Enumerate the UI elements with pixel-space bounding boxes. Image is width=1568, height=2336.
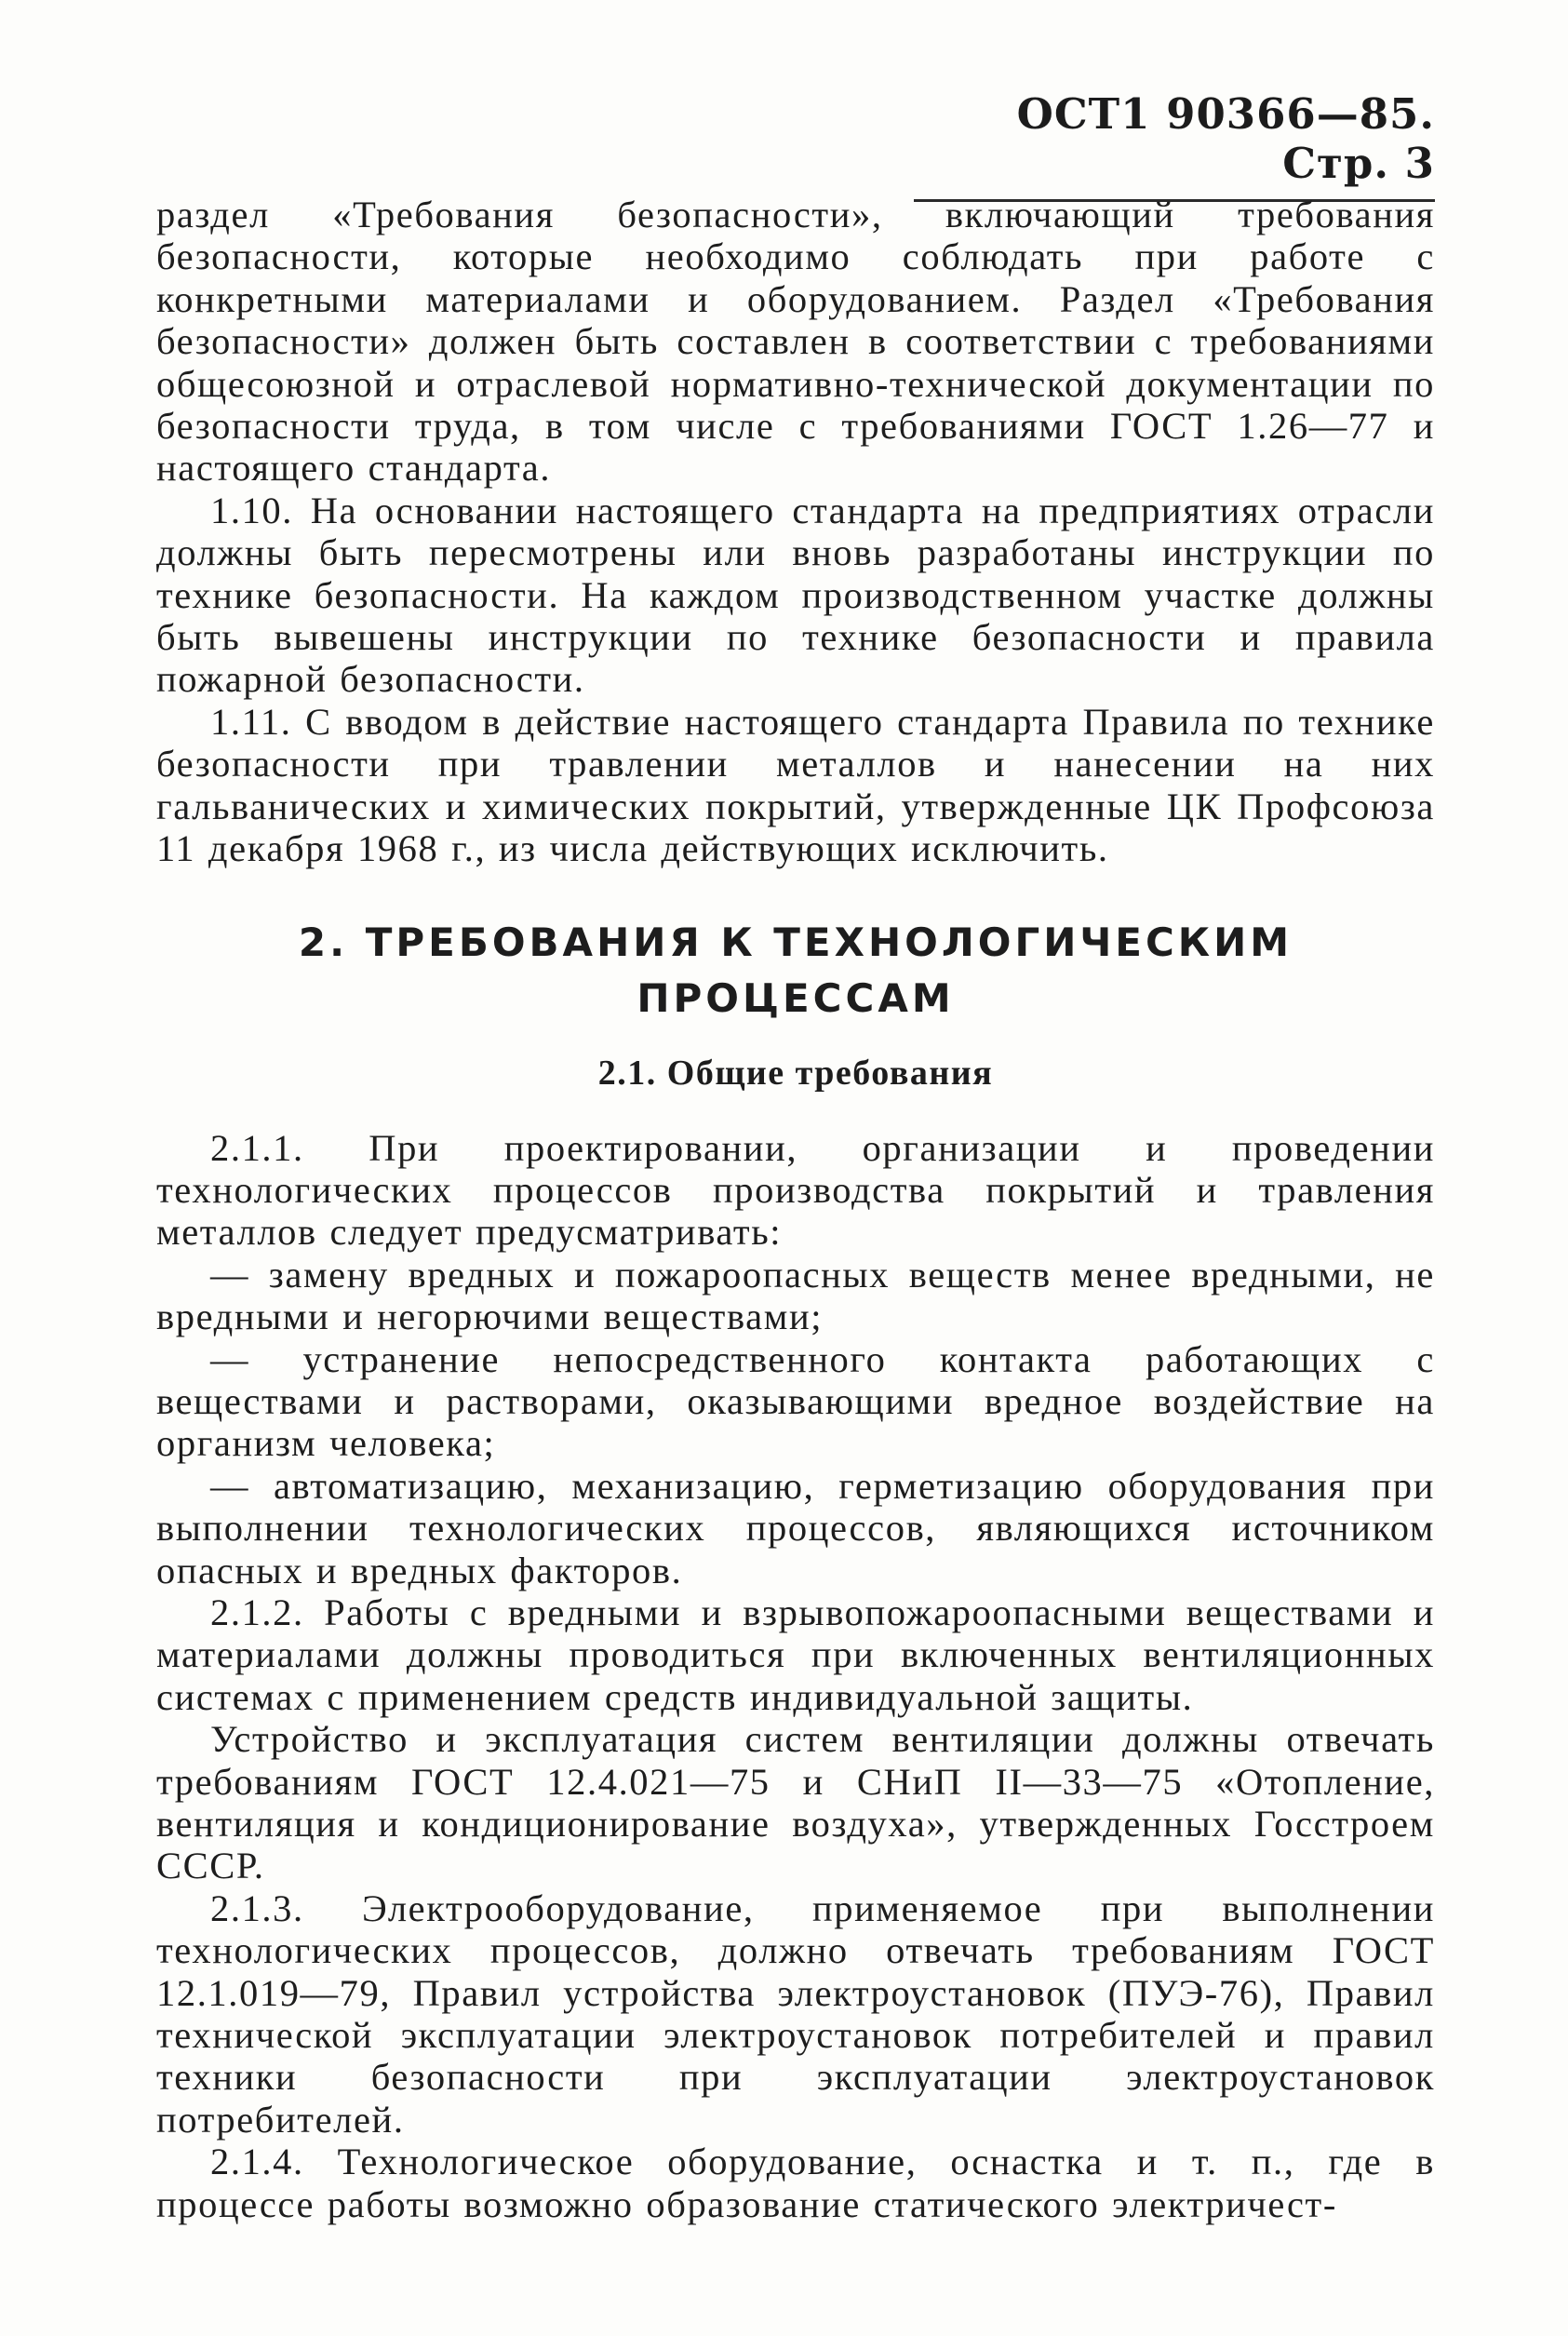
document-body xyxy=(156,194,1435,2225)
list-item-replacement: — замену вредных и пожароопасных веществ менее вредными, не вредными и негорючими веществами; xyxy=(156,1253,1435,1338)
paragraph-2-1-3: 2.1.3. Электрооборудование, применяемое при выполнении технологических процессов, должно отвечать требованиям ГОСТ 12.1.019—79, Правил устройства электроустановок (ПУЭ-76), Правил технической эксплуатации электроустановок потребителей и правил техники безопасности при эксплуатации электроустановок потребителей. xyxy=(156,1886,1435,2141)
paragraph-safety-section: раздел «Требования безопасности», включающий требования безопасности, которые необходимо соблюдать при работе с конкретными материалами и оборудованием. Раздел «Требования безопасности» должен быть составлен в соответствии с требованиями общесоюзной и отраслевой нормативно-технической документации по безопасности труда, в том числе с требованиями ГОСТ 1.26—77 и настоящего стандарта. xyxy=(156,194,1435,490)
header-title: ОСТ1 90366—85. Стр. 3 xyxy=(1016,89,1435,188)
paragraph-ventilation: Устройство и эксплуатация систем вентиляции должны отвечать требованиям ГОСТ 12.4.021—75 и СНиП II—33—75 «Отопление, вентиляция и кондиционирование воздуха», утвержденных Госстроем СССР. xyxy=(156,1718,1435,1887)
page-header xyxy=(914,89,1435,202)
paragraph-1-10: 1.10. На основании настоящего стандарта на предприятиях отрасли должны быть пересмотрены или вновь разработаны инструкции по технике безопасности. На каждом производственном участке должны быть вывешены инструкции по технике безопасности и правила пожарной безопасности. xyxy=(156,489,1435,701)
list-item-contact: — устранение непосредственного контакта работающих с веществами и растворами, оказывающими вредное воздействие на организм человека; xyxy=(156,1337,1435,1465)
subsection-title: 2.1. Общие требования xyxy=(597,1053,994,1093)
list-item-automation: — автоматизацию, механизацию, герметизацию оборудования при выполнении технологических процессов, являющихся источником опасных и вредных факторов. xyxy=(156,1464,1435,1591)
paragraph-2-1-4: 2.1.4. Технологическое оборудование, оснастка и т. п., где в процессе работы возможно образование статического электричест- xyxy=(156,2141,1435,2225)
section-title: 2. ТРЕБОВАНИЯ К ТЕХНОЛОГИЧЕСКИМ ПРОЦЕССАМ xyxy=(298,919,1293,1021)
paragraph-1-11: 1.11. С вводом в действие настоящего стандарта Правила по технике безопасности при травлении металлов и нанесении на них гальванических и химических покрытий, утвержденные ЦК Профсоюза 11 декабря 1968 г., из числа действующих исключить. xyxy=(156,700,1435,870)
paragraph-2-1-2: 2.1.2. Работы с вредными и взрывопожароопасными веществами и материалами должны проводиться при включенных вентиляционных системах с применением средств индивидуальной защиты. xyxy=(156,1591,1435,1718)
paragraph-2-1-1: 2.1.1. При проектировании, организации и проведении технологических процессов производства покрытий и травления металлов следует предусматривать: xyxy=(156,1126,1435,1254)
